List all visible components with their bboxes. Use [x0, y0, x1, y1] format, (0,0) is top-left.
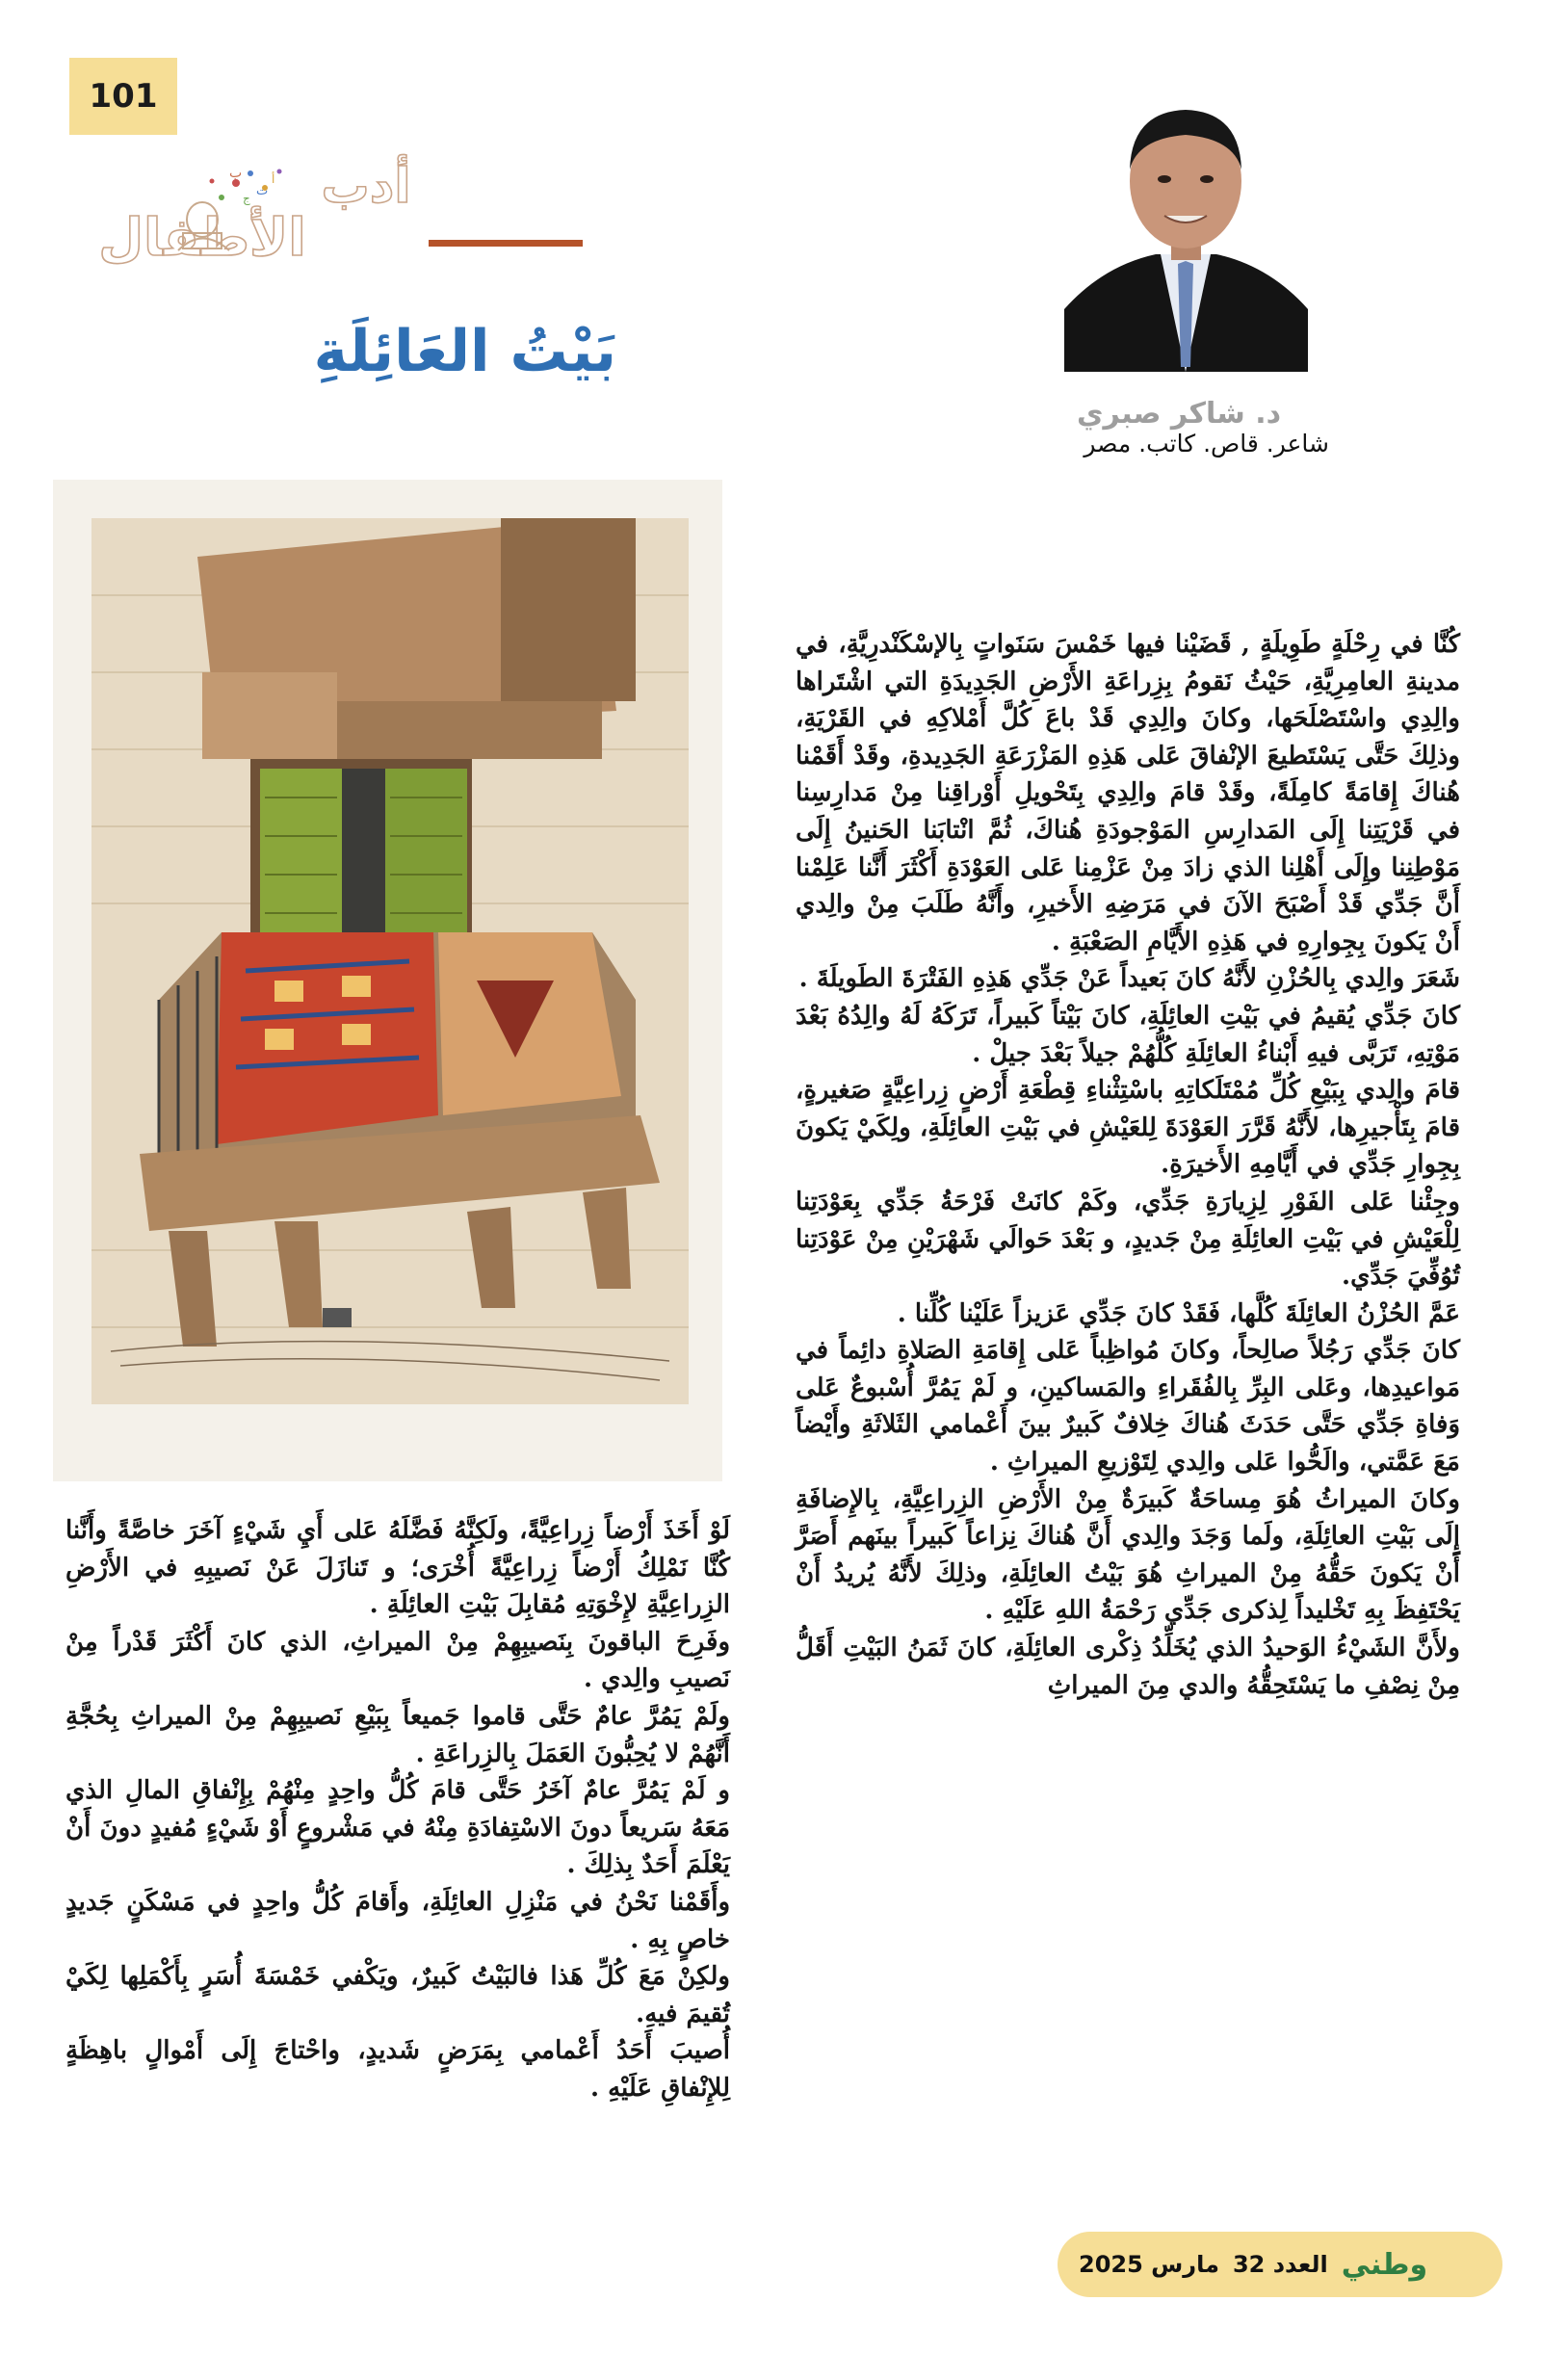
paragraph: ولأَنَّ الشَيْءُ الوَحيدُ الذي يُخَلِّدُ ذِكْرى العائِلَةِ، كانَ ثَمَنُ البَيْتِ أَقَلُّ مِنْ نِصْفِ ما يَسْتَحِقُّهُ والدي مِنَ الميراثِ: [796, 1634, 1460, 1700]
paragraph: وجِئْنا عَلى الفَوْرِ لِزِيارَةِ جَدِّي، وكَمْ كانَتْ فَرْحَةُ جَدِّي بِعَوْدَتِنا لِلْعَيْشِ في بَيْتِ العائِلَةِ مِنْ جَديدٍ، و بَعْدَ حَوالَي شَهْرَيْنِ مِنْ عَوْدَتِنا تُوُفِّيَ جَدِّي.: [796, 1187, 1460, 1292]
svg-text:ج: ج: [243, 192, 250, 205]
section-title-line2: الأطفال: [98, 207, 306, 265]
author-name: د. شاكر صبري: [1077, 397, 1281, 431]
footer: [1079, 2245, 1483, 2284]
svg-text:أ: أ: [272, 172, 275, 186]
page-number: 101: [89, 77, 158, 116]
paragraph: ولَمْ يَمُرَّ عامٌ حَتَّى قاموا جَميعاً بِبَيْعِ نَصيبِهِمْ مِنْ الميراثِ بِحُجَّةِ أَنَّهُمْ لا يُحِبُّونَ العَمَلَ بِالزِراعَةِ .: [65, 1701, 730, 1768]
article-body-left-column: [65, 1512, 730, 2107]
balcony-painting: [53, 480, 722, 1481]
colorful-letters-splash-icon: [210, 166, 282, 205]
paragraph: لَوْ أَخَذَ أَرْضاً زِراعِيَّةً، ولَكِنَّهُ فَضَّلَهُ عَلى أَيِ شَيْءٍ آخَرَ خاصَّةً وأَنَّنا كُنَّا نَمْلِكُ أَرْضاً زِراعِيَّةً أُخْرَى؛ و تَنازَلَ عَنْ نَصيبِهِ في الأَرْضِ الزِراعِيَّةِ لإِخْوَتِهِ مُقابِلَ بَيْتِ العائِلَةِ .: [65, 1516, 730, 1620]
paragraph: و لَمْ يَمُرَّ عامٌ آخَرُ حَتَّى قامَ كُلُّ واحِدٍ مِنْهُمْ بِإِنْفاقِ المالِ الذي مَعَهُ سَريعاً دونَ الاسْتِفادَةِ مِنْهُ في مَشْروعٍ أَوْ شَيْءٍ مُفيدٍ دونَ أَنْ يَعْلَمَ أَحَدٌ بِذلِكَ .: [65, 1776, 730, 1880]
paragraph: كانَ جَدِّي يُقيمُ في بَيْتِ العائِلَةِ، كانَ بَيْتاً كَبيراً، تَرَكَهُ لَهُ والِدُهُ بَعْدَ مَوْتِهِ، تَرَبَّى فيهِ أَبْناءُ العائِلَةِ كُلُّهُمْ جيلاً بَعْدَ جيلْ .: [796, 1001, 1460, 1068]
paragraph: شَعَرَ والِدي بِالحُزْنِ لأَنَّهُ كانَ بَعيداً عَنْ جَدِّي هَذِهِ الفَتْرَةَ الطَويلَةَ .: [798, 964, 1460, 994]
paragraph: وأَقَمْنا نَحْنُ في مَنْزِلِ العائِلَةِ، وأَقامَ كُلُّ واحِدٍ في مَسْكَنٍ جَديدٍ خاصٍ بِهِ .: [65, 1887, 730, 1954]
magazine-brand: وطني: [1341, 2247, 1428, 2282]
svg-text:ت: ت: [256, 184, 269, 198]
page-number-badge: [69, 58, 177, 135]
author-photo: [1064, 83, 1308, 372]
paragraph: وفَرِحَ الباقونَ بِنَصيبِهِمْ مِنْ الميراثِ، الذي كانَ أَكْثَرَ قَدْراً مِنْ نَصيبِ والِدي .: [65, 1627, 730, 1694]
paragraph: قامَ والِدي بِبَيْعِ كُلِّ مُمْتَلَكاتِهِ باسْتِثْناءِ قِطْعَةِ أَرْضٍ زِراعِيَّةٍ صَغيرةٍ، قامَ بِتَأْجيرِها، لأَنَّهُ قَرَّرَ العَوْدَةَ لِلعَيْشِ في بَيْتِ العائِلَةِ، ولِكَيْ يَكونَ بِجِوارِ جَدِّي في أَيَّامِهِ الأَخيرَةِ.: [796, 1076, 1460, 1180]
issue-number: العدد 32: [1232, 2251, 1328, 2278]
article-body-right-column: [796, 626, 1460, 1704]
author-role: شاعر. قاص. كاتب. مصر: [1084, 430, 1329, 458]
section-title-line1: أدب: [321, 158, 411, 214]
issue-date: مارس 2025: [1079, 2251, 1219, 2278]
section-accent-bar: [429, 240, 583, 247]
paragraph: كانَ جَدِّي رَجُلاً صالِحاً، وكانَ مُواظِباً عَلى إِقامَةِ الصَلاةِ دائِماً في مَواعيدِها، وعَلى البِرِّ بِالفُقَراءِ والمَساكينِ، و لَمْ يَمُرَّ أُسْبوعٌ عَلى وَفاةِ جَدِّي حَتَّى حَدَثَ هُناكَ خِلافٌ كَبيرٌ بينَ أَعْمامي الثَلاثَةِ وأَيْضاً مَعَ عَمَّتي، والَحُّوا عَلى والِدي لِتَوْزيعِ الميراثِ .: [796, 1336, 1460, 1478]
section-logo: [58, 144, 607, 265]
svg-text:ب: ب: [229, 166, 243, 181]
paragraph: وكانَ الميراثُ هُوَ مِساحَةٌ كَبيرَةٌ مِنْ الأَرْضِ الزِراعِيَّةِ، بِالإِضافَةِ إِلَى بَيْتِ العائِلَةِ، ولَما وَجَدَ والِدي أَنَّ هُناكَ نِزاعاً كَبيراً بينَهم أَصَرَّ أَنْ يَكونَ حَقُّهُ مِنْ الميراثِ هُوَ بَيْتُ العائِلَةِ، وذلِكَ لأَنَّهُ يُريدُ أَنْ يَحْتَفِظَ بِهِ تَخْليداً لِذكرى جَدِّي رَحْمَةُ اللهِ عَلَيْهِ .: [796, 1484, 1460, 1626]
article-title: بَيْتُ العَائِلَةِ: [313, 318, 616, 385]
paragraph: أُصيبَ أَحَدُ أَعْمامي بِمَرَضٍ شَديدٍ، واحْتاجَ إِلَى أَمْوالٍ باهِظَةٍ لِلإِنْفاقِ عَلَيْهِ .: [65, 2036, 730, 2103]
paragraph: ولكِنْ مَعَ كُلِّ هَذا فالبَيْتُ كَبيرٌ، ويَكْفي خَمْسَةَ أُسَرٍ بِأَكْمَلِها لِكَيْ تُقيمَ فيهِ.: [65, 1962, 730, 2028]
paragraph: عَمَّ الحُزْنُ العائِلَةَ كُلَّها، فَقَدْ كانَ جَدِّي عَزيزاً عَلَيْنا كُلِّنا .: [897, 1298, 1460, 1328]
paragraph: كُنَّا في رِحْلَةٍ طَوِيلَةٍ , قَضَيْنا فيها خَمْسَ سَنَواتٍ بِالإسْكَنْدرِيَّةِ، في مدينةِ العامِرِيَّةِ، حَيْثُ نَقومُ بِزِراعَةِ الأَرْضِ الجَدِيدَةِ التي اشْتَراها والِدِي واسْتَصْلَحَها، وكانَ والِدِي قَدْ باعَ كُلَّ أَمْلاكِهِ في القَرْيَةِ، وذلِكَ حَتَّى يَسْتَطيعَ الإنْفاقَ عَلى هَذِهِ المَزْرَعَةِ الجَدِيدةِ، وقَدْ أَقَمْنا هُناكَ إِقامَةً كامِلَةً، وقَدْ قامَ والِدِي بِتَحْويلِ أَوْراقِنا مِنْ مَدارِسِنا في قَرْيَتِنا إِلَى المَدارِسِ المَوْجودَةِ هُناكَ، ثُمَّ انْتابَنا الحَنينُ إِلَى مَوْطِنِنا وإِلَى أَهْلِنا الذي زادَ مِنْ عَزْمِنا عَلى العَوْدَةِ أَكْثَرَ أَنَّنا عَلِمْنا أَنَّ جَدِّي قَدْ أَصْبَحَ الآنَ في مَرَضِهِ الأَخيرِ، وأَنَّهُ طَلَبَ مِنْ والِدي أَنْ يَكونَ بِجِوارِهِ في هَذِهِ الأَيَّامِ الصَعْبَةِ .: [796, 630, 1460, 956]
